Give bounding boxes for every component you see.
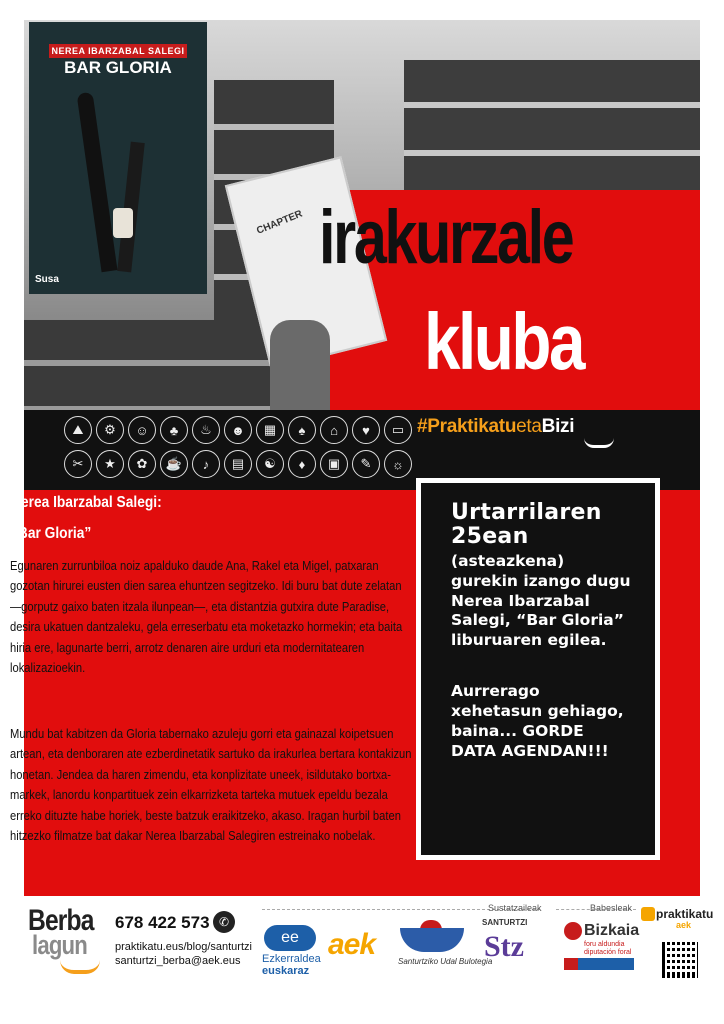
yoga-icon: ☯	[256, 450, 284, 478]
website-link[interactable]	[115, 940, 252, 968]
wine-icon: ♦	[288, 450, 316, 478]
berbalagun-logo-line-2: lagun	[32, 930, 87, 960]
running-icon: ★	[96, 450, 124, 478]
praktikatu-logo-sub: aek	[676, 920, 692, 930]
music-icon: ♪	[192, 450, 220, 478]
event-box	[416, 478, 660, 860]
held-book-text: CHAPTER	[255, 208, 305, 237]
ezkerraldea-line-1: Ezkerraldea	[262, 953, 321, 965]
bizkaia-logo: Bizkaia	[584, 922, 640, 939]
event-save-the-date: Aurrerago xehetasun gehiago, baina... GORDE DATA AGENDAN!!!	[451, 681, 624, 760]
publisher-logo: Susa	[35, 274, 59, 285]
ezkerraldea-logo-icon: ee	[264, 925, 316, 951]
books-icon: ▤	[224, 450, 252, 478]
event-description: (asteazkena) gurekin izango dugu Nerea Ibarzabal Salegi, “Bar Gloria” liburuaren egilea.	[451, 552, 631, 650]
phone-number[interactable]: 678 422 573	[115, 913, 210, 932]
synopsis-paragraph-1: Egunaren zurrunbiloa noiz apalduko daude Ana, Rakel eta Migel, patxaran gozotan hirurei eusten dien sarea ehuntzen segitzeko. Idi buru bat dute zelatan —gorputz gaixo baten itzala ilunpean—, eta distantzia gutxira dute Paradise, desira ukatuen dantzaleku, gela erreserbatu eta moketazko hormekin; eta baita hiria ere, lagunarte berri, arrotz denaren aire urduri eta modernitatearen lokalizazioekin.	[10, 558, 403, 676]
supporters-label: Babesleak	[590, 903, 633, 913]
website-url[interactable]: praktikatu.eus/blog/santurtzi	[115, 941, 252, 953]
title-line-1: irakurzale	[319, 195, 573, 280]
book-cover	[29, 22, 207, 294]
walk-icon: ☼	[384, 450, 412, 478]
bizkaia-logo-icon	[564, 922, 582, 940]
hashtag-part-3: Bizi	[541, 416, 575, 437]
event-date-line-1: Urtarrilaren	[451, 500, 602, 525]
gardening-icon: ✿	[128, 450, 156, 478]
hashtag-part-1: #Praktikatu	[417, 416, 517, 437]
hand	[270, 320, 330, 410]
museum-icon: ⌂	[320, 416, 348, 444]
tv-icon: ▭	[384, 416, 412, 444]
library-logo-text: Santurtziko Udal Bulotegia	[398, 957, 493, 966]
chef-icon: ☺	[128, 416, 156, 444]
whatsapp-icon[interactable]: ✆	[213, 911, 235, 933]
berbalagun-logo-line-1: Berba	[28, 904, 94, 937]
ezkerraldea-line-2: euskaraz	[262, 965, 310, 977]
crafts-icon: ✂	[64, 450, 92, 478]
aek-logo: aek	[328, 928, 376, 961]
praktikatu-logo-icon	[641, 907, 655, 921]
email-link[interactable]: santurtzi_berba@aek.eus	[115, 955, 241, 967]
praktikatu-logo: praktikatu	[656, 907, 714, 921]
author-heading: Nerea Ibarzabal Salegi:	[11, 494, 162, 511]
santurtzi-logo: Stz	[484, 930, 524, 963]
dining-icon: ♨	[192, 416, 220, 444]
bizkaia-subtitle: foru aldundia diputación foral	[584, 941, 632, 956]
theatre-icon: ♣	[160, 416, 188, 444]
sponsors-label: Sustatzaileak	[488, 903, 542, 913]
santurtzi-logo-top: SANTURTZI	[482, 918, 528, 927]
cards-icon: ♠	[288, 416, 316, 444]
cupcake-icon: ♥	[352, 416, 380, 444]
kids-icon: ☻	[224, 416, 252, 444]
title-line-2: kluba	[424, 297, 584, 386]
sewing-icon: ✎	[352, 450, 380, 478]
hiking-icon: ⛰	[64, 416, 92, 444]
cover-title: BAR GLORIA	[64, 58, 172, 77]
cinema-icon: ▣	[320, 450, 348, 478]
market-icon: ▦	[256, 416, 284, 444]
bike-icon: ⚙	[96, 416, 124, 444]
cafe-icon: ☕	[160, 450, 188, 478]
book-heading: “Bar Gloria”	[11, 525, 92, 542]
event-date-line-2: 25ean	[451, 524, 529, 549]
cover-author: NEREA IBARZABAL SALEGI	[49, 44, 187, 58]
hashtag	[417, 416, 574, 438]
hashtag-part-2: eta	[516, 416, 542, 437]
eusko-jaurlaritza-logo	[564, 958, 634, 970]
synopsis-paragraph-2: Mundu bat kabitzen da Gloria tabernako azuleju gorri eta gainazal koipetsuen artean, eta denboraren ate ezberdinetatik sartuko da irakurlea bertara kontakizun honetan. Jendea da haren zimendu, eta konplizitate uneek, isildutako bortxa-markek, lanordu konpartituek zein elkarrizketa tarteka mutuek epeldu bezala erreko dituzte habe horiek, beste batzuk eraikitzeko, akaso. Iragan hurbil baten hitzezko filmatze bat dakar Nerea Ibarzabal Salegiren estreinako nobelak.	[10, 726, 412, 844]
qr-code[interactable]	[662, 942, 698, 978]
